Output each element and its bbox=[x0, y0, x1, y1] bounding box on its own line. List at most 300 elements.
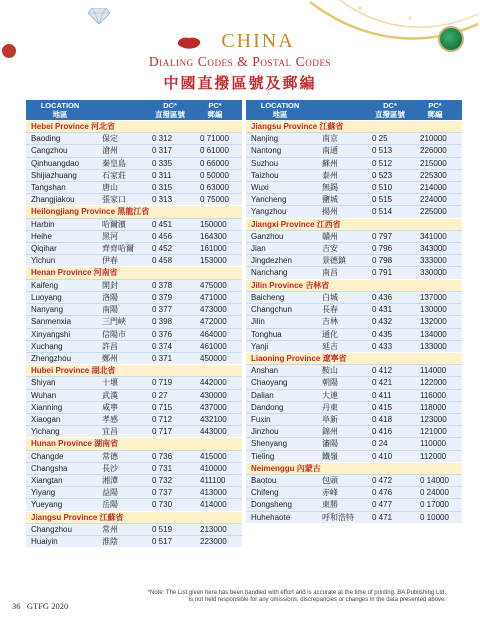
city-name-chinese: 鄭州 bbox=[102, 353, 118, 363]
table-row bbox=[246, 486, 462, 498]
footnote-line: *Note: The List given here has been handled with effort and is accurate at the time of printing. BA Publishing Ltd. bbox=[147, 590, 446, 596]
diamond-icon bbox=[88, 8, 110, 24]
city-name: Dongsheng bbox=[251, 500, 292, 510]
table-row bbox=[26, 389, 242, 401]
page-number: 36 bbox=[12, 601, 21, 611]
table-row bbox=[26, 328, 242, 340]
city-name: Kaifeng bbox=[31, 280, 59, 290]
table-row bbox=[26, 376, 242, 388]
postal-code: 464000 bbox=[200, 329, 227, 339]
city-name-chinese: 南京 bbox=[322, 134, 338, 144]
city-name: Shiyan bbox=[31, 378, 56, 388]
table-row bbox=[246, 401, 462, 413]
dialing-code: 0 374 bbox=[152, 341, 173, 351]
table-row bbox=[26, 450, 242, 462]
city-name: Tangshan bbox=[31, 183, 66, 193]
table-row bbox=[246, 193, 462, 205]
postal-code: 133000 bbox=[420, 341, 447, 351]
dialing-code: 0 477 bbox=[372, 500, 393, 510]
postal-code: 0 14000 bbox=[420, 475, 449, 485]
table-row bbox=[26, 523, 242, 535]
city-name: Dalian bbox=[251, 390, 274, 400]
city-name: Luoyang bbox=[31, 292, 62, 302]
table-row bbox=[26, 279, 242, 291]
province-heading: Hunan Province 湖南省 bbox=[26, 437, 242, 449]
table-row bbox=[246, 340, 462, 352]
dialing-code: 0 24 bbox=[372, 439, 388, 449]
dialing-code: 0 519 bbox=[152, 524, 173, 534]
postal-code: 0 10000 bbox=[420, 512, 449, 522]
dialing-code: 0 421 bbox=[372, 378, 393, 388]
postal-code: 150000 bbox=[200, 219, 227, 229]
city-name: Yichang bbox=[31, 427, 60, 437]
dialing-code: 0 791 bbox=[372, 268, 393, 278]
table-row bbox=[246, 132, 462, 144]
page-header bbox=[0, 0, 480, 96]
dialing-code: 0 379 bbox=[152, 292, 173, 302]
table-row bbox=[246, 328, 462, 340]
city-name: Chifeng bbox=[251, 488, 279, 498]
city-name-chinese: 長沙 bbox=[102, 463, 118, 473]
city-name-chinese: 南陽 bbox=[102, 305, 118, 315]
city-name: Nanyang bbox=[31, 305, 64, 315]
province-heading: Liaoning Province 遼寧省 bbox=[246, 352, 462, 364]
postal-code: 121000 bbox=[420, 427, 447, 437]
dialing-code: 0 796 bbox=[372, 244, 393, 254]
dialing-code: 0 736 bbox=[152, 451, 173, 461]
city-name: Zhengzhou bbox=[31, 353, 72, 363]
dialing-code: 0 523 bbox=[372, 170, 393, 180]
postal-code: 330000 bbox=[420, 268, 447, 278]
footnote bbox=[120, 590, 446, 603]
table-row bbox=[246, 474, 462, 486]
province-heading: Hubei Province 湖北省 bbox=[26, 364, 242, 376]
province-heading: Henan Province 河南省 bbox=[26, 266, 242, 278]
dialing-code: 0 411 bbox=[372, 390, 392, 400]
province-heading: Jiangsu Province 江蘇省 bbox=[246, 120, 462, 132]
city-name-chinese: 唐山 bbox=[102, 183, 118, 193]
table-row bbox=[26, 303, 242, 315]
postal-code: 215000 bbox=[420, 158, 447, 168]
dialing-code: 0 313 bbox=[152, 195, 173, 205]
footnote-line: is not held responsible for any omissions, discrepancies or changes in the data presented above. bbox=[188, 596, 446, 603]
table-row bbox=[246, 511, 462, 523]
dialing-code: 0 717 bbox=[152, 427, 173, 437]
city-name-chinese: 泰州 bbox=[322, 170, 338, 180]
dialing-code: 0 476 bbox=[372, 488, 393, 498]
table-row bbox=[246, 413, 462, 425]
dialing-code: 0 311 bbox=[152, 170, 172, 180]
table-row bbox=[246, 389, 462, 401]
postal-code: 414000 bbox=[200, 500, 227, 510]
city-name-chinese: 齊齊哈爾 bbox=[102, 244, 134, 254]
postal-code: 226000 bbox=[420, 146, 447, 156]
city-name-chinese: 錦州 bbox=[322, 427, 338, 437]
title-row bbox=[0, 30, 480, 53]
city-name: Baoding bbox=[31, 134, 61, 144]
table-row bbox=[26, 291, 242, 303]
postal-code: 134000 bbox=[420, 329, 447, 339]
table-row bbox=[246, 364, 462, 376]
city-name-chinese: 許昌 bbox=[102, 341, 118, 351]
city-name-chinese: 黑河 bbox=[102, 231, 118, 241]
postal-code: 153000 bbox=[200, 256, 227, 266]
dialing-code: 0 712 bbox=[152, 414, 173, 424]
city-name: Jingdezhen bbox=[251, 256, 292, 266]
table-row bbox=[26, 401, 242, 413]
city-name: Qiqihar bbox=[31, 244, 57, 254]
postal-code: 461000 bbox=[200, 341, 227, 351]
city-name: Jilin bbox=[251, 317, 265, 327]
city-name-chinese: 吉林 bbox=[322, 317, 338, 327]
postal-code: 110000 bbox=[420, 439, 447, 449]
dialing-code: 0 25 bbox=[372, 134, 388, 144]
table-row bbox=[26, 352, 242, 364]
right-table bbox=[246, 100, 462, 523]
city-name: Huaiyin bbox=[31, 537, 58, 547]
postal-code: 114000 bbox=[420, 366, 447, 376]
city-name-chinese: 岳陽 bbox=[102, 500, 118, 510]
province-heading: Jiangsu Province 江蘇省 bbox=[26, 511, 242, 523]
city-name: Yancheng bbox=[251, 195, 287, 205]
dialing-code: 0 398 bbox=[152, 317, 173, 327]
table-row bbox=[246, 144, 462, 156]
dialing-code: 0 410 bbox=[372, 451, 393, 461]
city-name-chinese: 哈爾濱 bbox=[102, 219, 126, 229]
dialing-code: 0 512 bbox=[372, 158, 393, 168]
table-row bbox=[26, 218, 242, 230]
postal-code: 0 66000 bbox=[200, 158, 229, 168]
city-name: Fuxin bbox=[251, 414, 271, 424]
postal-code: 450000 bbox=[200, 353, 227, 363]
page-folio bbox=[12, 601, 68, 611]
city-name: Xianning bbox=[31, 402, 63, 412]
postal-code: 430000 bbox=[200, 390, 227, 400]
city-name-chinese: 常德 bbox=[102, 451, 118, 461]
dialing-code: 0 515 bbox=[372, 195, 393, 205]
table-row bbox=[246, 315, 462, 327]
postal-code: 116000 bbox=[420, 390, 447, 400]
table-row bbox=[26, 181, 242, 193]
postal-code: 475000 bbox=[200, 280, 227, 290]
dialing-code: 0 731 bbox=[152, 463, 173, 473]
table-row bbox=[26, 425, 242, 437]
city-name-chinese: 滄州 bbox=[102, 146, 118, 156]
city-name: Chaoyang bbox=[251, 378, 288, 388]
city-name: Jian bbox=[251, 244, 266, 254]
table-body bbox=[246, 120, 462, 523]
city-name-chinese: 無錫 bbox=[322, 183, 338, 193]
province-heading: Jiangxi Province 江西省 bbox=[246, 218, 462, 230]
city-name-chinese: 宜昌 bbox=[102, 427, 118, 437]
city-name: Yangzhou bbox=[251, 207, 287, 217]
city-name: Tieling bbox=[251, 451, 275, 461]
city-name: Baotou bbox=[251, 475, 277, 485]
city-name: Ganzhou bbox=[251, 231, 284, 241]
pc-header: PC* 郵編 bbox=[427, 101, 443, 119]
postal-code: 0 50000 bbox=[200, 170, 229, 180]
location-header: LOCATION 地區 bbox=[40, 101, 80, 119]
postal-code: 225300 bbox=[420, 170, 447, 180]
city-name-chinese: 延吉 bbox=[322, 341, 338, 351]
dialing-code: 0 514 bbox=[372, 207, 393, 217]
postal-code: 225000 bbox=[420, 207, 447, 217]
dialing-code: 0 376 bbox=[152, 329, 173, 339]
city-name-chinese: 東勝 bbox=[322, 500, 338, 510]
city-name-chinese: 丹東 bbox=[322, 402, 338, 412]
table-row bbox=[26, 242, 242, 254]
city-name: Yanji bbox=[251, 341, 269, 351]
city-name: Zhangjiakou bbox=[31, 195, 75, 205]
table-row bbox=[246, 230, 462, 242]
postal-code: 473000 bbox=[200, 305, 227, 315]
city-name-chinese: 開封 bbox=[102, 280, 118, 290]
dialing-code: 0 456 bbox=[152, 231, 173, 241]
city-name: Jinzhou bbox=[251, 427, 279, 437]
city-name-chinese: 鐵嶺 bbox=[322, 451, 338, 461]
postal-code: 123000 bbox=[420, 414, 447, 424]
city-name-chinese: 贛州 bbox=[322, 231, 338, 241]
dc-header: DC* 直撥區號 bbox=[155, 101, 185, 119]
location-header: LOCATION 地區 bbox=[260, 101, 300, 119]
table-row bbox=[26, 254, 242, 266]
city-name-chinese: 益陽 bbox=[102, 488, 118, 498]
city-name-chinese: 長春 bbox=[322, 305, 338, 315]
city-name: Yueyang bbox=[31, 500, 63, 510]
postal-code: 214000 bbox=[420, 183, 447, 193]
postal-code: 161000 bbox=[200, 244, 227, 254]
city-name: Qinhuangdao bbox=[31, 158, 80, 168]
city-name-chinese: 南昌 bbox=[322, 268, 338, 278]
city-name: Yichun bbox=[31, 256, 56, 266]
dialing-code: 0 451 bbox=[152, 219, 173, 229]
postal-code: 223000 bbox=[200, 537, 227, 547]
table-row bbox=[246, 450, 462, 462]
dialing-code: 0 431 bbox=[372, 305, 393, 315]
city-name-chinese: 景德鎮 bbox=[322, 256, 346, 266]
city-name-chinese: 赤峰 bbox=[322, 488, 338, 498]
table-row bbox=[246, 181, 462, 193]
city-name: Sanmenxia bbox=[31, 317, 72, 327]
postal-code: 0 63000 bbox=[200, 183, 229, 193]
table-row bbox=[246, 303, 462, 315]
page-subtitle: Dialing Codes & Postal Codes bbox=[148, 54, 332, 69]
dialing-code: 0 27 bbox=[152, 390, 168, 400]
left-table bbox=[26, 100, 242, 547]
dialing-code: 0 315 bbox=[152, 183, 173, 193]
city-name: Anshan bbox=[251, 366, 279, 376]
city-name: Shijiazhuang bbox=[31, 170, 77, 180]
dialing-code: 0 797 bbox=[372, 231, 393, 241]
city-name-chinese: 常州 bbox=[102, 524, 118, 534]
table-row bbox=[26, 498, 242, 510]
dialing-code: 0 798 bbox=[372, 256, 393, 266]
postal-code: 333000 bbox=[420, 256, 447, 266]
postal-code: 137000 bbox=[420, 292, 447, 302]
city-name-chinese: 十堰 bbox=[102, 378, 118, 388]
city-name: Changsha bbox=[31, 463, 68, 473]
postal-code: 210000 bbox=[420, 134, 447, 144]
city-name-chinese: 阜新 bbox=[322, 414, 338, 424]
dialing-code: 0 458 bbox=[152, 256, 173, 266]
city-name-chinese: 呼和浩特 bbox=[322, 512, 354, 522]
table-row bbox=[246, 157, 462, 169]
city-name-chinese: 瀋陽 bbox=[322, 439, 338, 449]
city-name-chinese: 伊春 bbox=[102, 256, 118, 266]
dialing-code: 0 471 bbox=[372, 512, 393, 522]
dialing-code: 0 412 bbox=[372, 366, 393, 376]
table-row bbox=[246, 169, 462, 181]
city-name: Xiangtan bbox=[31, 475, 63, 485]
table-row bbox=[246, 242, 462, 254]
city-name: Heihe bbox=[31, 231, 52, 241]
table-row bbox=[26, 486, 242, 498]
postal-code: 122000 bbox=[420, 378, 447, 388]
table-row bbox=[246, 498, 462, 510]
postal-code: 0 61000 bbox=[200, 146, 229, 156]
table-row bbox=[246, 205, 462, 217]
postal-code: 0 75000 bbox=[200, 195, 229, 205]
city-name: Changde bbox=[31, 451, 64, 461]
table-row bbox=[246, 425, 462, 437]
city-name-chinese: 鹽城 bbox=[322, 195, 338, 205]
table-row bbox=[26, 462, 242, 474]
city-name-chinese: 通化 bbox=[322, 329, 338, 339]
postal-code: 118000 bbox=[420, 402, 447, 412]
postal-code: 341000 bbox=[420, 231, 447, 241]
city-name-chinese: 武漢 bbox=[102, 390, 118, 400]
dialing-code: 0 415 bbox=[372, 402, 393, 412]
city-name-chinese: 包頭 bbox=[322, 475, 338, 485]
city-name-chinese: 朝陽 bbox=[322, 378, 338, 388]
dialing-code: 0 335 bbox=[152, 158, 173, 168]
dialing-code: 0 737 bbox=[152, 488, 173, 498]
dialing-code: 0 730 bbox=[152, 500, 173, 510]
postal-code: 415000 bbox=[200, 451, 227, 461]
postal-code: 0 17000 bbox=[420, 500, 449, 510]
postal-code: 411100 bbox=[200, 475, 226, 485]
dialing-code: 0 317 bbox=[152, 146, 173, 156]
postal-code: 443000 bbox=[200, 427, 227, 437]
city-name: Xinyangshi bbox=[31, 329, 71, 339]
city-name-chinese: 南通 bbox=[322, 146, 338, 156]
city-name-chinese: 孝感 bbox=[102, 414, 118, 424]
province-heading: Heilongjiang Province 黑龍江省 bbox=[26, 205, 242, 217]
publication-name: GTFG 2020 bbox=[26, 601, 69, 611]
postal-code: 224000 bbox=[420, 195, 447, 205]
dialing-code: 0 513 bbox=[372, 146, 393, 156]
table-row bbox=[26, 340, 242, 352]
city-name: Shenyang bbox=[251, 439, 288, 449]
table-row bbox=[246, 437, 462, 449]
city-name-chinese: 三門峽 bbox=[102, 317, 126, 327]
dialing-code: 0 719 bbox=[152, 378, 173, 388]
postal-code: 437000 bbox=[200, 402, 227, 412]
dialing-code: 0 378 bbox=[152, 280, 173, 290]
city-name-chinese: 咸寧 bbox=[102, 402, 118, 412]
city-name: Baicheng bbox=[251, 292, 285, 302]
table-row bbox=[26, 169, 242, 181]
dialing-code: 0 377 bbox=[152, 305, 173, 315]
province-heading: Neimenggu 內蒙古 bbox=[246, 462, 462, 474]
city-name: Cangzhou bbox=[31, 146, 68, 156]
table-row bbox=[26, 474, 242, 486]
table-row bbox=[26, 535, 242, 547]
page-subtitle-chinese: 中國直撥區號及郵編 bbox=[163, 75, 317, 92]
city-name: Nanchang bbox=[251, 268, 288, 278]
postal-code: 0 24000 bbox=[420, 488, 449, 498]
city-name: Dandong bbox=[251, 402, 284, 412]
dialing-code: 0 452 bbox=[152, 244, 173, 254]
table-row bbox=[26, 132, 242, 144]
city-name-chinese: 保定 bbox=[102, 134, 118, 144]
dialing-code: 0 371 bbox=[152, 353, 173, 363]
pc-header: PC* 郵編 bbox=[207, 101, 223, 119]
city-name-chinese: 揚州 bbox=[322, 207, 338, 217]
city-name: Harbin bbox=[31, 219, 55, 229]
postal-code: 413000 bbox=[200, 488, 227, 498]
city-name: Changzhou bbox=[31, 524, 72, 534]
table-row bbox=[26, 144, 242, 156]
postal-code: 432100 bbox=[200, 414, 227, 424]
city-name: Xuchang bbox=[31, 341, 63, 351]
postal-code: 132000 bbox=[420, 317, 447, 327]
city-name-chinese: 淮陰 bbox=[102, 537, 118, 547]
city-name-chinese: 石家莊 bbox=[102, 170, 126, 180]
city-name: Nantong bbox=[251, 146, 282, 156]
city-name-chinese: 白城 bbox=[322, 292, 338, 302]
dialing-code: 0 517 bbox=[152, 537, 173, 547]
city-name: Wuhan bbox=[31, 390, 57, 400]
page-title: CHINA bbox=[221, 30, 295, 52]
dialing-code: 0 732 bbox=[152, 475, 173, 485]
postal-code: 472000 bbox=[200, 317, 227, 327]
postal-code: 112000 bbox=[420, 451, 447, 461]
dialing-code: 0 436 bbox=[372, 292, 393, 302]
postal-code: 471000 bbox=[200, 292, 227, 302]
city-name-chinese: 鞍山 bbox=[322, 366, 338, 376]
dialing-code: 0 472 bbox=[372, 475, 393, 485]
province-heading: Hebei Province 河北省 bbox=[26, 120, 242, 132]
city-name: Tonghua bbox=[251, 329, 282, 339]
dialing-code: 0 510 bbox=[372, 183, 393, 193]
table-row bbox=[26, 157, 242, 169]
postal-code: 213000 bbox=[200, 524, 227, 534]
city-name-chinese: 蘇州 bbox=[322, 158, 338, 168]
table-row bbox=[246, 266, 462, 278]
dialing-code: 0 435 bbox=[372, 329, 393, 339]
table-row bbox=[246, 254, 462, 266]
city-name: Wuxi bbox=[251, 183, 269, 193]
dialing-code: 0 715 bbox=[152, 402, 173, 412]
city-name: Nanjing bbox=[251, 134, 279, 144]
dialing-code: 0 418 bbox=[372, 414, 393, 424]
city-name: Suzhou bbox=[251, 158, 279, 168]
postal-code: 410000 bbox=[200, 463, 227, 473]
postal-code: 130000 bbox=[420, 305, 447, 315]
city-name-chinese: 湘潭 bbox=[102, 475, 118, 485]
dialing-code: 0 433 bbox=[372, 341, 393, 351]
table-header bbox=[246, 100, 462, 120]
dialing-code: 0 416 bbox=[372, 427, 393, 437]
table-row bbox=[246, 376, 462, 388]
dialing-code: 0 312 bbox=[152, 134, 173, 144]
table-row bbox=[26, 230, 242, 242]
city-name: Changchun bbox=[251, 305, 292, 315]
city-name-chinese: 張家口 bbox=[102, 195, 126, 205]
city-name-chinese: 大連 bbox=[322, 390, 338, 400]
province-heading: Jilin Province 吉林省 bbox=[246, 279, 462, 291]
